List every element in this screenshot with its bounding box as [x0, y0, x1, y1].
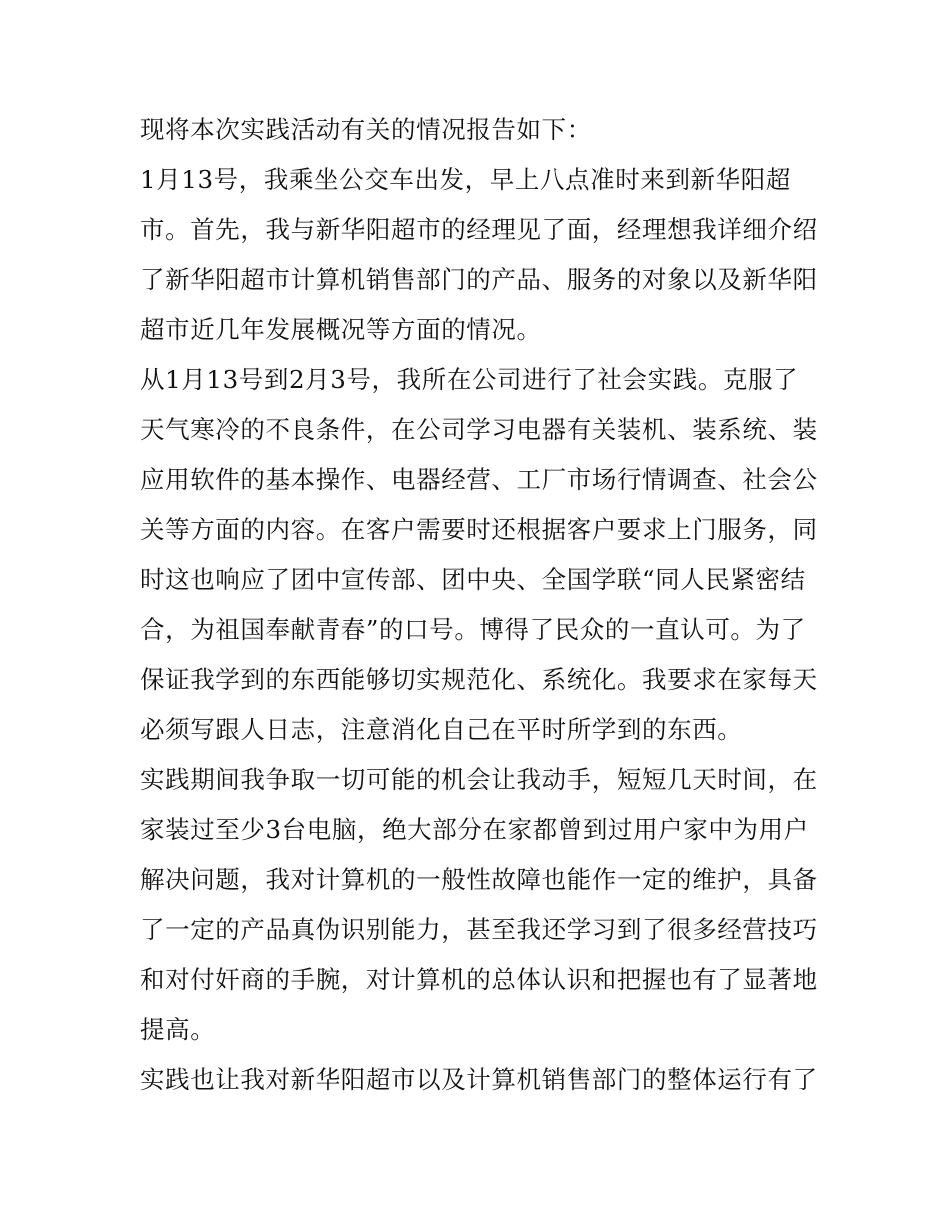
text-line: 天气寒冷的不良条件，在公司学习电器有关装机、装系统、装 — [140, 415, 818, 444]
text-line: 了一定的产品真伪识别能力，甚至我还学习到了很多经营技巧 — [140, 915, 818, 944]
text-line: 现将本次实践活动有关的情况报告如下： — [140, 115, 592, 144]
text-line: 实践也让我对新华阳超市以及计算机销售部门的整体运行有了 — [140, 1065, 818, 1094]
text-line: 必须写跟人日志，注意消化自己在平时所学到的东西。 — [140, 715, 743, 744]
text-line: 时这也响应了团中宣传部、团中央、全国学联“同人民紧密结 — [140, 565, 806, 594]
text-line: 解决问题，我对计算机的一般性故障也能作一定的维护，具备 — [140, 865, 818, 894]
text-line: 提高。 — [140, 1015, 216, 1044]
text-line: 保证我学到的东西能够切实规范化、系统化。我要求在家每天 — [140, 665, 818, 694]
text-line: 超市近几年发展概况等方面的情况。 — [140, 315, 542, 344]
text-line: 关等方面的内容。在客户需要时还根据客户要求上门服务，同 — [140, 515, 818, 544]
text-line: 和对付奸商的手腕，对计算机的总体认识和把握也有了显著地 — [140, 965, 818, 994]
text-line: 合，为祖国奉献青春”的口号。博得了民众的一直认可。为了 — [140, 615, 806, 644]
text-line: 市。首先，我与新华阳超市的经理见了面，经理想我详细介绍 — [140, 215, 818, 244]
text-line: 从1月13号到2月3号，我所在公司进行了社会实践。克服了 — [140, 365, 799, 394]
text-line: 应用软件的基本操作、电器经营、工厂市场行情调查、社会公 — [140, 465, 818, 494]
text-line: 了新华阳超市计算机销售部门的产品、服务的对象以及新华阳 — [140, 265, 818, 294]
text-line: 家装过至少3台电脑，绝大部分在家都曾到过用户家中为用户 — [140, 815, 809, 844]
text-line: 实践期间我争取一切可能的机会让我动手，短短几天时间，在 — [140, 765, 818, 794]
text-line: 1月13号，我乘坐公交车出发，早上八点准时来到新华阳超 — [140, 165, 791, 194]
